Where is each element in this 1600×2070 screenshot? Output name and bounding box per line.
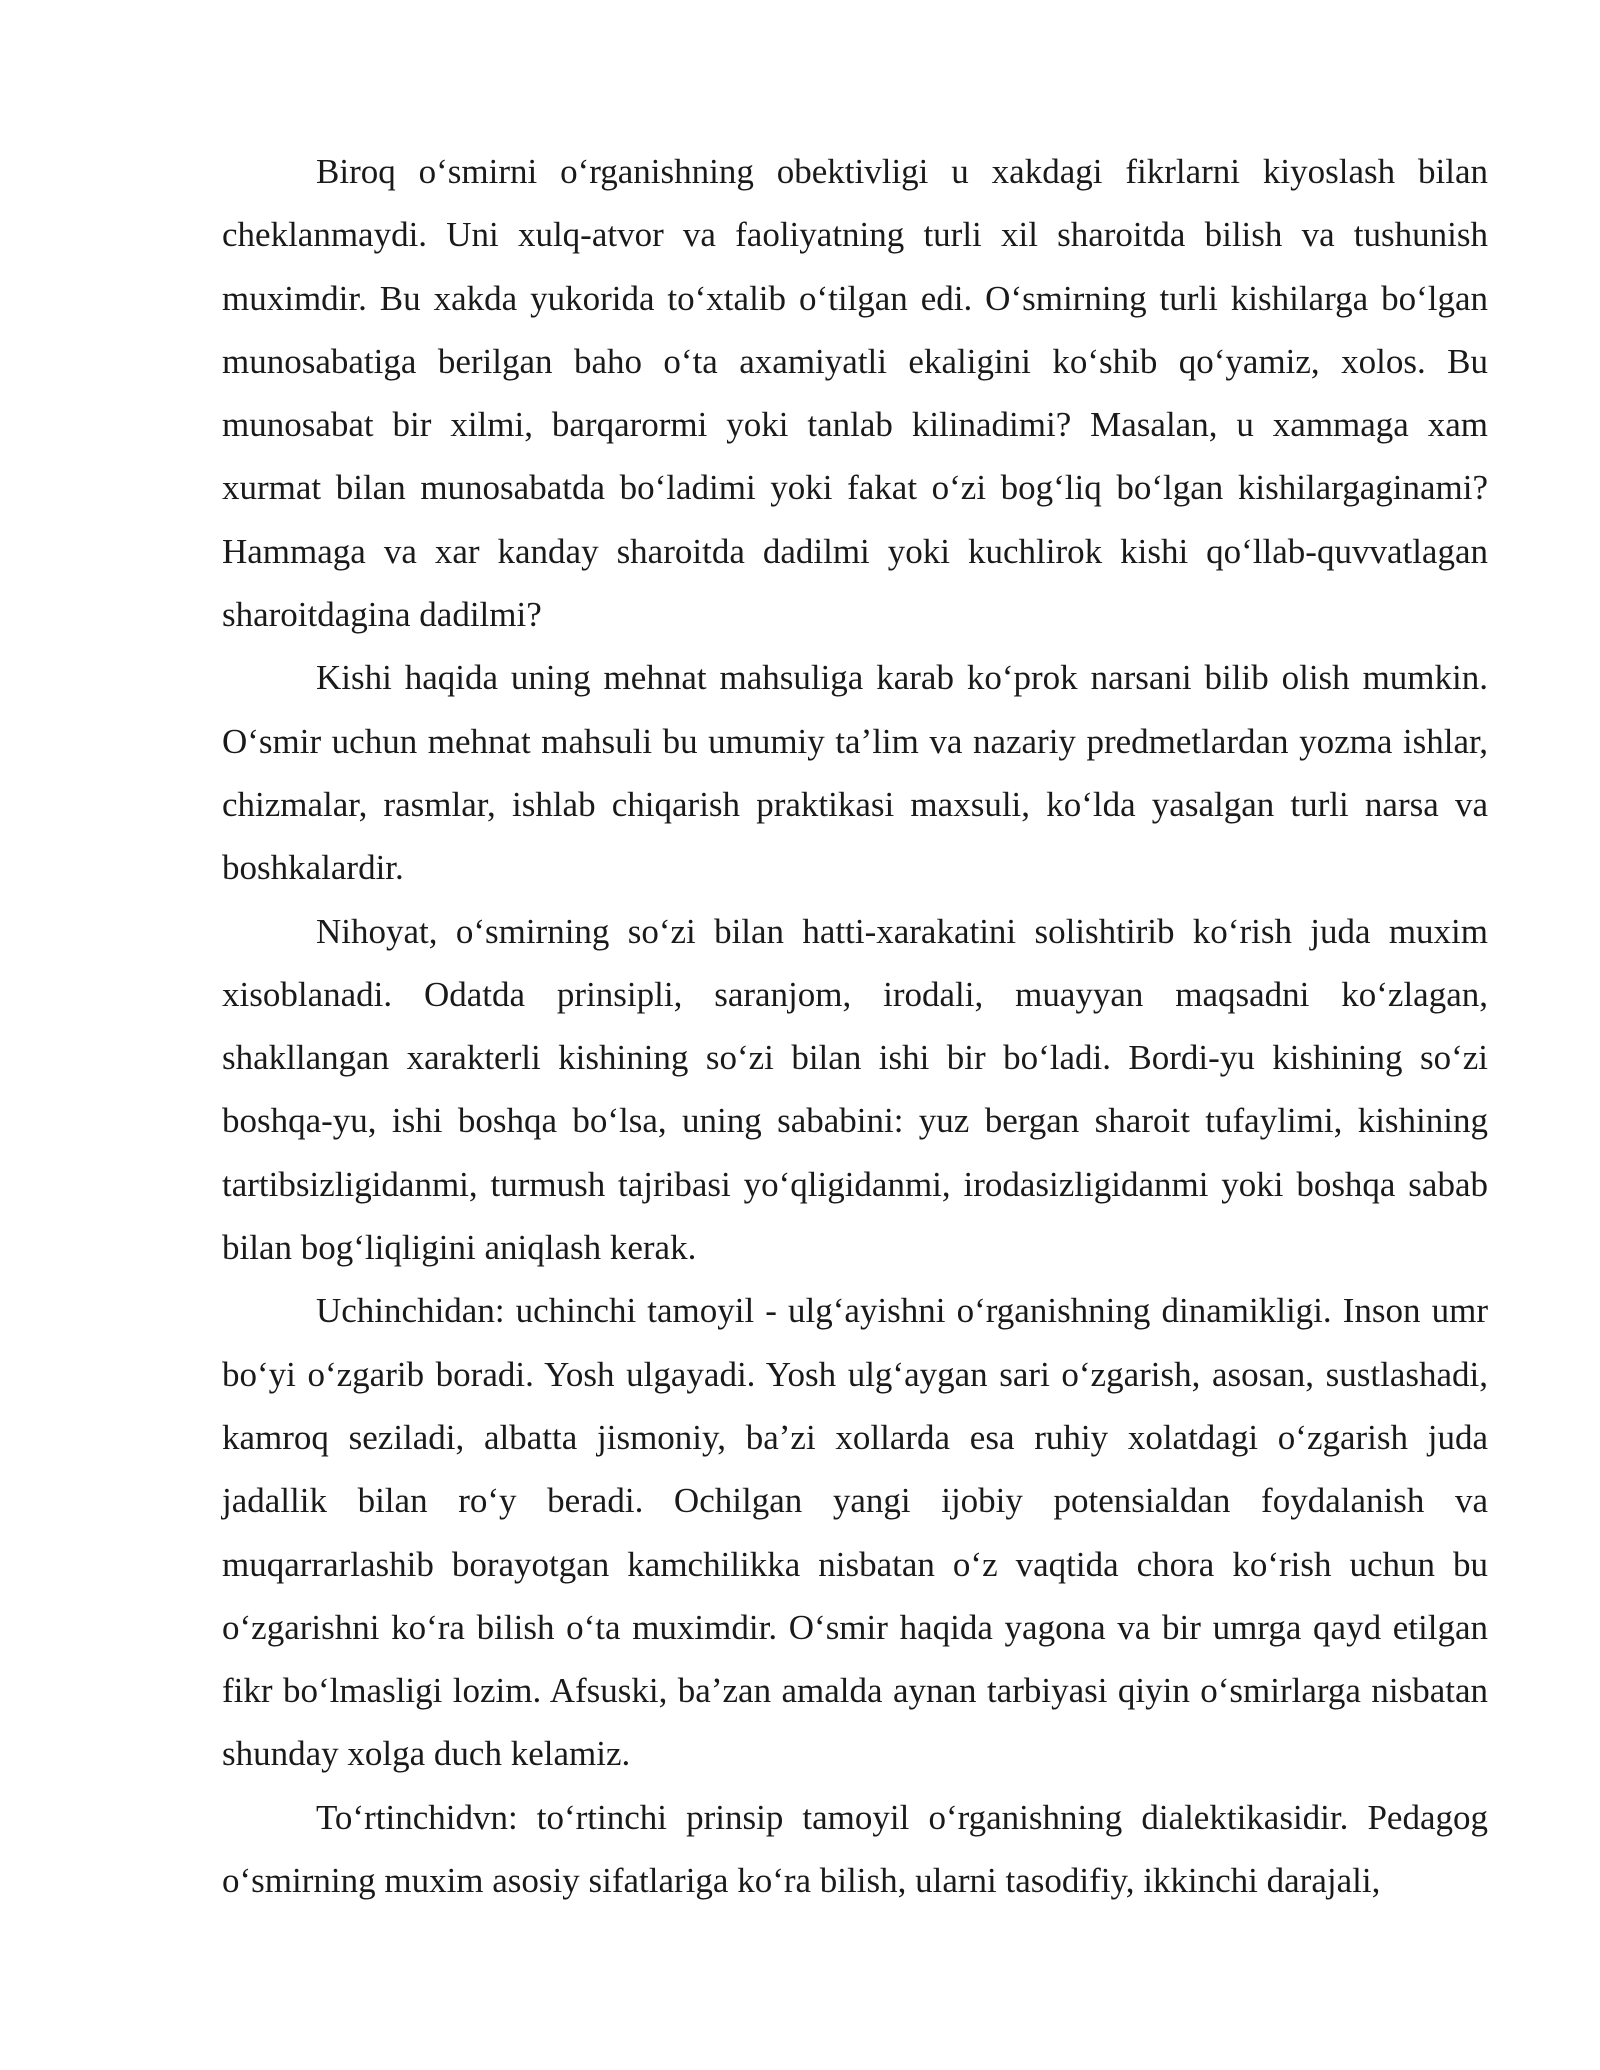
paragraph-3: Nihoyat, oʻsmirning soʻzi bilan hatti-xarakatini solishtirib koʻrish juda muxim xisoblanadi. Odatda prinsipli, saranjom, irodali, muayyan maqsadni koʻzlagan, shakllangan xarakterli kishining soʻzi bilan ishi bir boʻladi. Bordi-yu kishining soʻzi boshqa-yu, ishi boshqa boʻlsa, uning sababini: yuz bergan sharoit tufaylimi, kishining tartibsizligidanmi, turmush tajribasi yoʻqligidanmi, irodasizligidanmi yoki boshqa sabab bilan bogʻliqligini aniqlash kerak.: [222, 911, 1488, 1268]
paragraph-4: Uchinchidan: uchinchi tamoyil - ulgʻayishni oʻrganishning dinamikligi. Inson umr boʻyi oʻzgarib boradi. Yosh ulgayadi. Yosh ulgʻaygan sari oʻzgarish, asosan, sustlashadi, kamroq seziladi, albatta jismoniy, baʼzi xollarda esa ruhiy xolatdagi oʻzgarish juda jadallik bilan roʻy beradi. Ochilgan yangi ijobiy potensialdan foydalanish va muqarrarlashib borayotgan kamchilikka nisbatan oʻz vaqtida chora koʻrish uchun bu oʻzgarishni koʻra bilish oʻta muximdir. Oʻsmir haqida yagona va bir umrga qayd etilgan fikr boʻlmasligi lozim. Afsuski, baʼzan amalda aynan tarbiyasi qiyin oʻsmirlarga nisbatan shunday xolga duch kelamiz.: [222, 1291, 1488, 1774]
document-page: [222, 140, 1488, 1912]
paragraph-2: Kishi haqida uning mehnat mahsuliga karab koʻprok narsani bilib olish mumkin. Oʻsmir uchun mehnat mahsuli bu umumiy taʼlim va nazariy predmetlardan yozma ishlar, chizmalar, rasmlar, ishlab chiqarish praktikasi maxsuli, koʻlda yasalgan turli narsa va boshkalardir.: [222, 658, 1488, 888]
paragraph-5: Toʻrtinchidvn: toʻrtinchi prinsip tamoyil oʻrganishning dialektikasidir. Pedagog oʻsmirning muxim asosiy sifatlariga koʻra bilish, ularni tasodifiy, ikkinchi darajali,: [222, 1797, 1488, 1901]
paragraph-1: Biroq oʻsmirni oʻrganishning obektivligi u xakdagi fikrlarni kiyoslash bilan cheklanmaydi. Uni xulq-atvor va faoliyatning turli xil sharoitda bilish va tushunish muximdir. Bu xakda yukorida toʻxtalib oʻtilgan edi. Oʻsmirning turli kishilarga boʻlgan munosabatiga berilgan baho oʻta axamiyatli ekaligini koʻshib qoʻyamiz, xolos. Bu munosabat bir xilmi, barqarormi yoki tanlab kilinadimi? Masalan, u xammaga xam xurmat bilan munosabatda boʻladimi yoki fakat oʻzi bogʻliq boʻlgan kishilargaginami? Hammaga va xar kanday sharoitda dadilmi yoki kuchlirok kishi qoʻllab-quvvatlagan sharoitdagina dadilmi?: [222, 152, 1488, 635]
